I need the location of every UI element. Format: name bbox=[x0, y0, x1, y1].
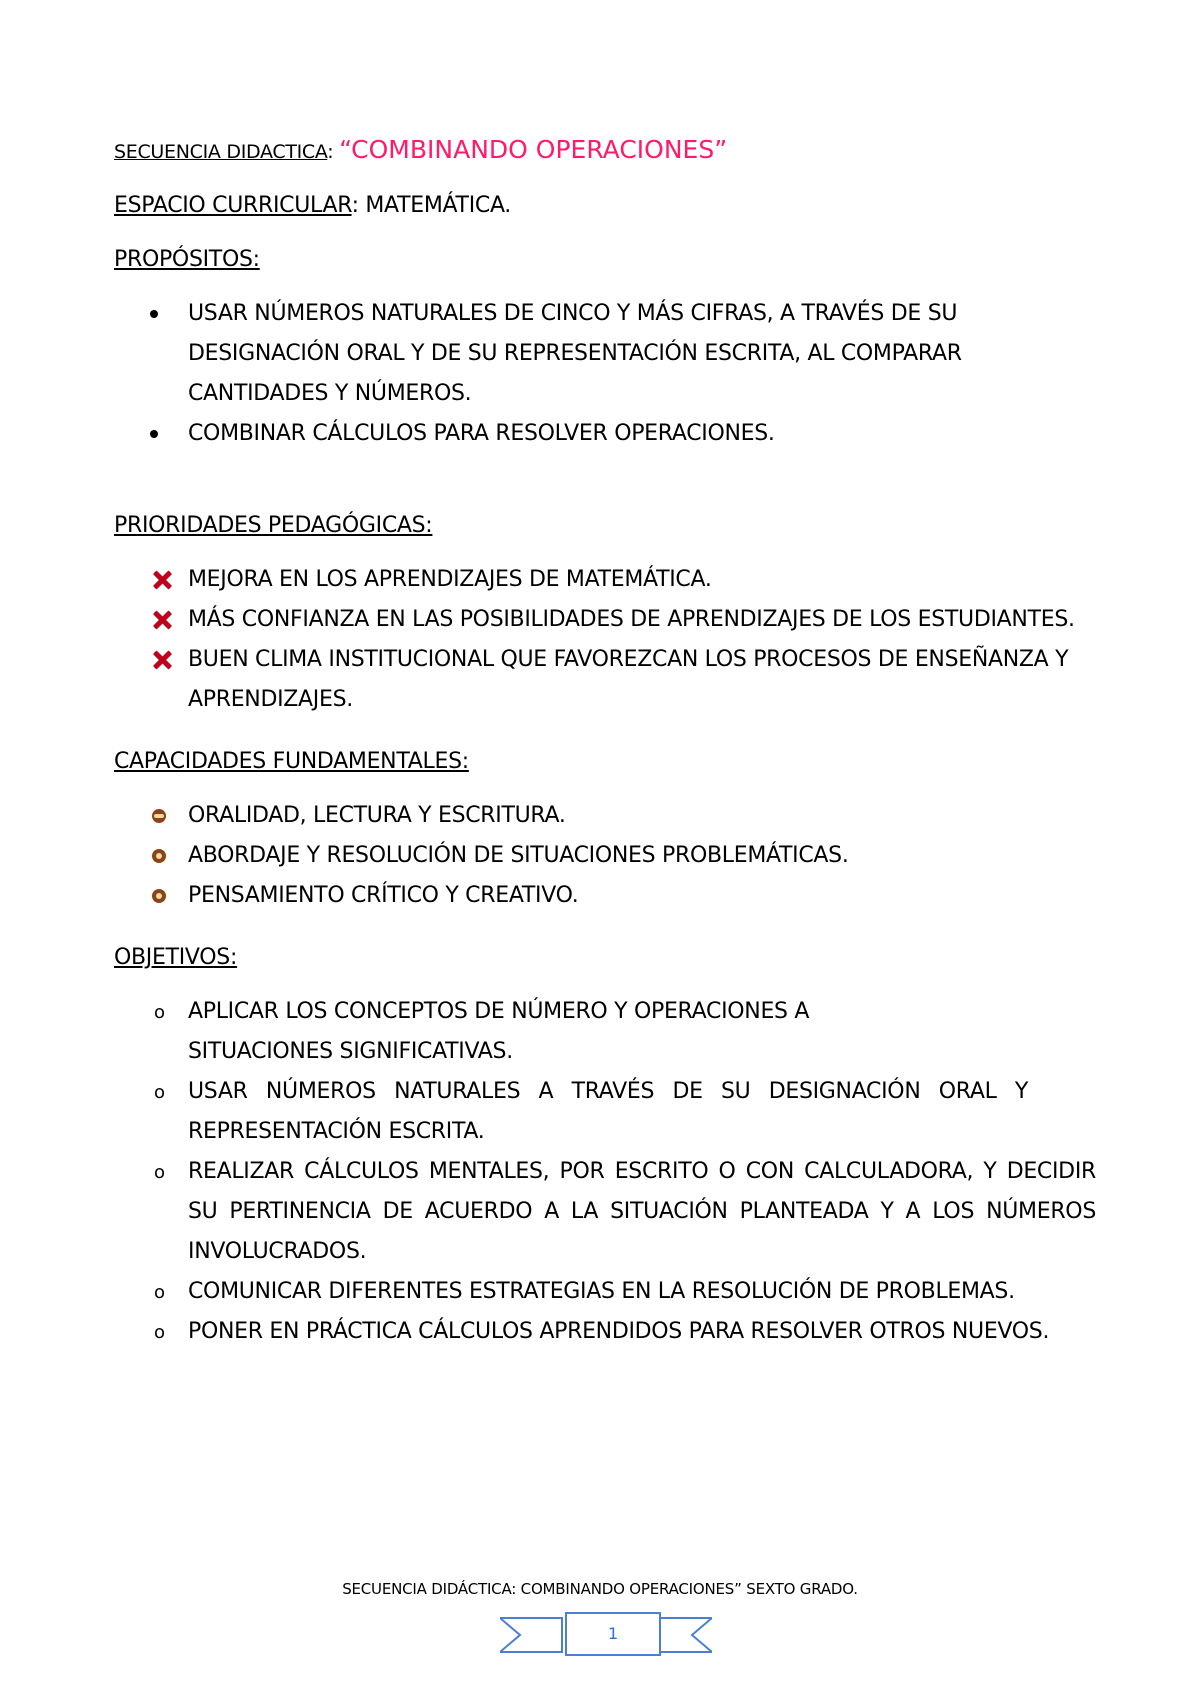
capacidades-list bbox=[114, 796, 1096, 916]
capacidades-item-text: ABORDAJE Y RESOLUCIÓN DE SITUACIONES PROBLEMÁTICAS. bbox=[188, 843, 849, 868]
prioridades-heading: PRIORIDADES PEDAGÓGICAS: bbox=[114, 513, 433, 538]
sequence-title-line bbox=[114, 130, 1096, 172]
list-item bbox=[114, 1272, 1096, 1312]
objetivos-item-text: USAR NÚMEROS NATURALES A TRAVÉS DE SU DESIGNACIÓN ORAL Y REPRESENTACIÓN ESCRITA. bbox=[188, 1079, 1028, 1144]
round-bullet-icon bbox=[152, 889, 166, 903]
objetivos-item-text: COMUNICAR DIFERENTES ESTRATEGIAS EN LA RESOLUCIÓN DE PROBLEMAS. bbox=[188, 1279, 1015, 1304]
list-item bbox=[114, 414, 1096, 454]
objetivos-item-text: REALIZAR CÁLCULOS MENTALES, POR ESCRITO O CON CALCULADORA, Y DECIDIR SU PERTINENCIA DE ACUERDO A LA SITUACIÓN PLANTEADA Y A LOS NÚMEROS INVOLUCRADOS. bbox=[188, 1159, 1096, 1264]
curricular-separator: : bbox=[351, 193, 366, 218]
list-item bbox=[114, 876, 1096, 916]
capacidades-item-text: ORALIDAD, LECTURA Y ESCRITURA. bbox=[188, 803, 566, 828]
objetivos-heading: OBJETIVOS: bbox=[114, 945, 238, 970]
list-item bbox=[114, 640, 1096, 720]
circle-bullet-icon: o bbox=[154, 1082, 165, 1103]
capacidades-item-text: PENSAMIENTO CRÍTICO Y CREATIVO. bbox=[188, 883, 579, 908]
list-item bbox=[114, 796, 1096, 836]
list-item bbox=[114, 600, 1096, 640]
prioridades-item-text: MEJORA EN LOS APRENDIZAJES DE MATEMÁTICA. bbox=[188, 567, 712, 592]
capacidades-heading: CAPACIDADES FUNDAMENTALES: bbox=[114, 749, 469, 774]
propositos-list bbox=[114, 294, 1096, 454]
list-item bbox=[114, 1072, 1096, 1152]
list-item bbox=[114, 992, 1096, 1072]
circle-bullet-icon: o bbox=[154, 1322, 165, 1343]
circle-bullet-icon: o bbox=[154, 1002, 165, 1023]
circle-bullet-icon: o bbox=[154, 1162, 165, 1183]
list-item bbox=[114, 836, 1096, 876]
bullet-dot-icon bbox=[150, 310, 158, 318]
curricular-label: ESPACIO CURRICULAR bbox=[114, 193, 352, 218]
sequence-separator: : bbox=[327, 141, 340, 163]
list-item bbox=[114, 560, 1096, 600]
prioridades-item-text: MÁS CONFIANZA EN LAS POSIBILIDADES DE APRENDIZAJES DE LOS ESTUDIANTES. bbox=[188, 607, 1075, 632]
prioridades-list bbox=[114, 560, 1096, 720]
propositos-item-text: COMBINAR CÁLCULOS PARA RESOLVER OPERACIONES. bbox=[188, 421, 775, 446]
document-body bbox=[114, 130, 1096, 1352]
page-number: 1 bbox=[565, 1612, 661, 1656]
objetivos-item-text: PONER EN PRÁCTICA CÁLCULOS APRENDIDOS PARA RESOLVER OTROS NUEVOS. bbox=[188, 1319, 1050, 1344]
round-bullet-icon bbox=[152, 849, 166, 863]
bullet-dot-icon bbox=[150, 430, 158, 438]
objetivos-item-text: APLICAR LOS CONCEPTOS DE NÚMERO Y OPERACIONES A SITUACIONES SIGNIFICATIVAS. bbox=[188, 999, 810, 1064]
propositos-heading: PROPÓSITOS: bbox=[114, 247, 260, 272]
round-bullet-icon bbox=[152, 809, 166, 823]
list-item bbox=[114, 294, 1096, 414]
propositos-item-text: USAR NÚMEROS NATURALES DE CINCO Y MÁS CIFRAS, A TRAVÉS DE SU DESIGNACIÓN ORAL Y DE SU REPRESENTACIÓN ESCRITA, AL COMPARAR CANTIDADES Y NÚMEROS. bbox=[188, 301, 962, 406]
list-item bbox=[114, 1312, 1096, 1352]
cross-mark-icon bbox=[152, 650, 172, 670]
cross-mark-icon bbox=[152, 570, 172, 590]
page-footer: SECUENCIA DIDÁCTICA: COMBINANDO OPERACIONES” SEXTO GRADO. bbox=[342, 1580, 858, 1598]
curricular-value: MATEMÁTICA. bbox=[365, 193, 512, 218]
cross-mark-icon bbox=[152, 610, 172, 630]
objetivos-list bbox=[114, 992, 1096, 1352]
circle-bullet-icon: o bbox=[154, 1282, 165, 1303]
sequence-title: “COMBINANDO OPERACIONES” bbox=[339, 135, 728, 164]
curricular-line bbox=[114, 186, 1096, 226]
prioridades-item-text: BUEN CLIMA INSTITUCIONAL QUE FAVOREZCAN LOS PROCESOS DE ENSEÑANZA Y APRENDIZAJES. bbox=[188, 647, 1069, 712]
list-item bbox=[114, 1152, 1096, 1272]
sequence-label: SECUENCIA DIDACTICA bbox=[114, 141, 328, 163]
